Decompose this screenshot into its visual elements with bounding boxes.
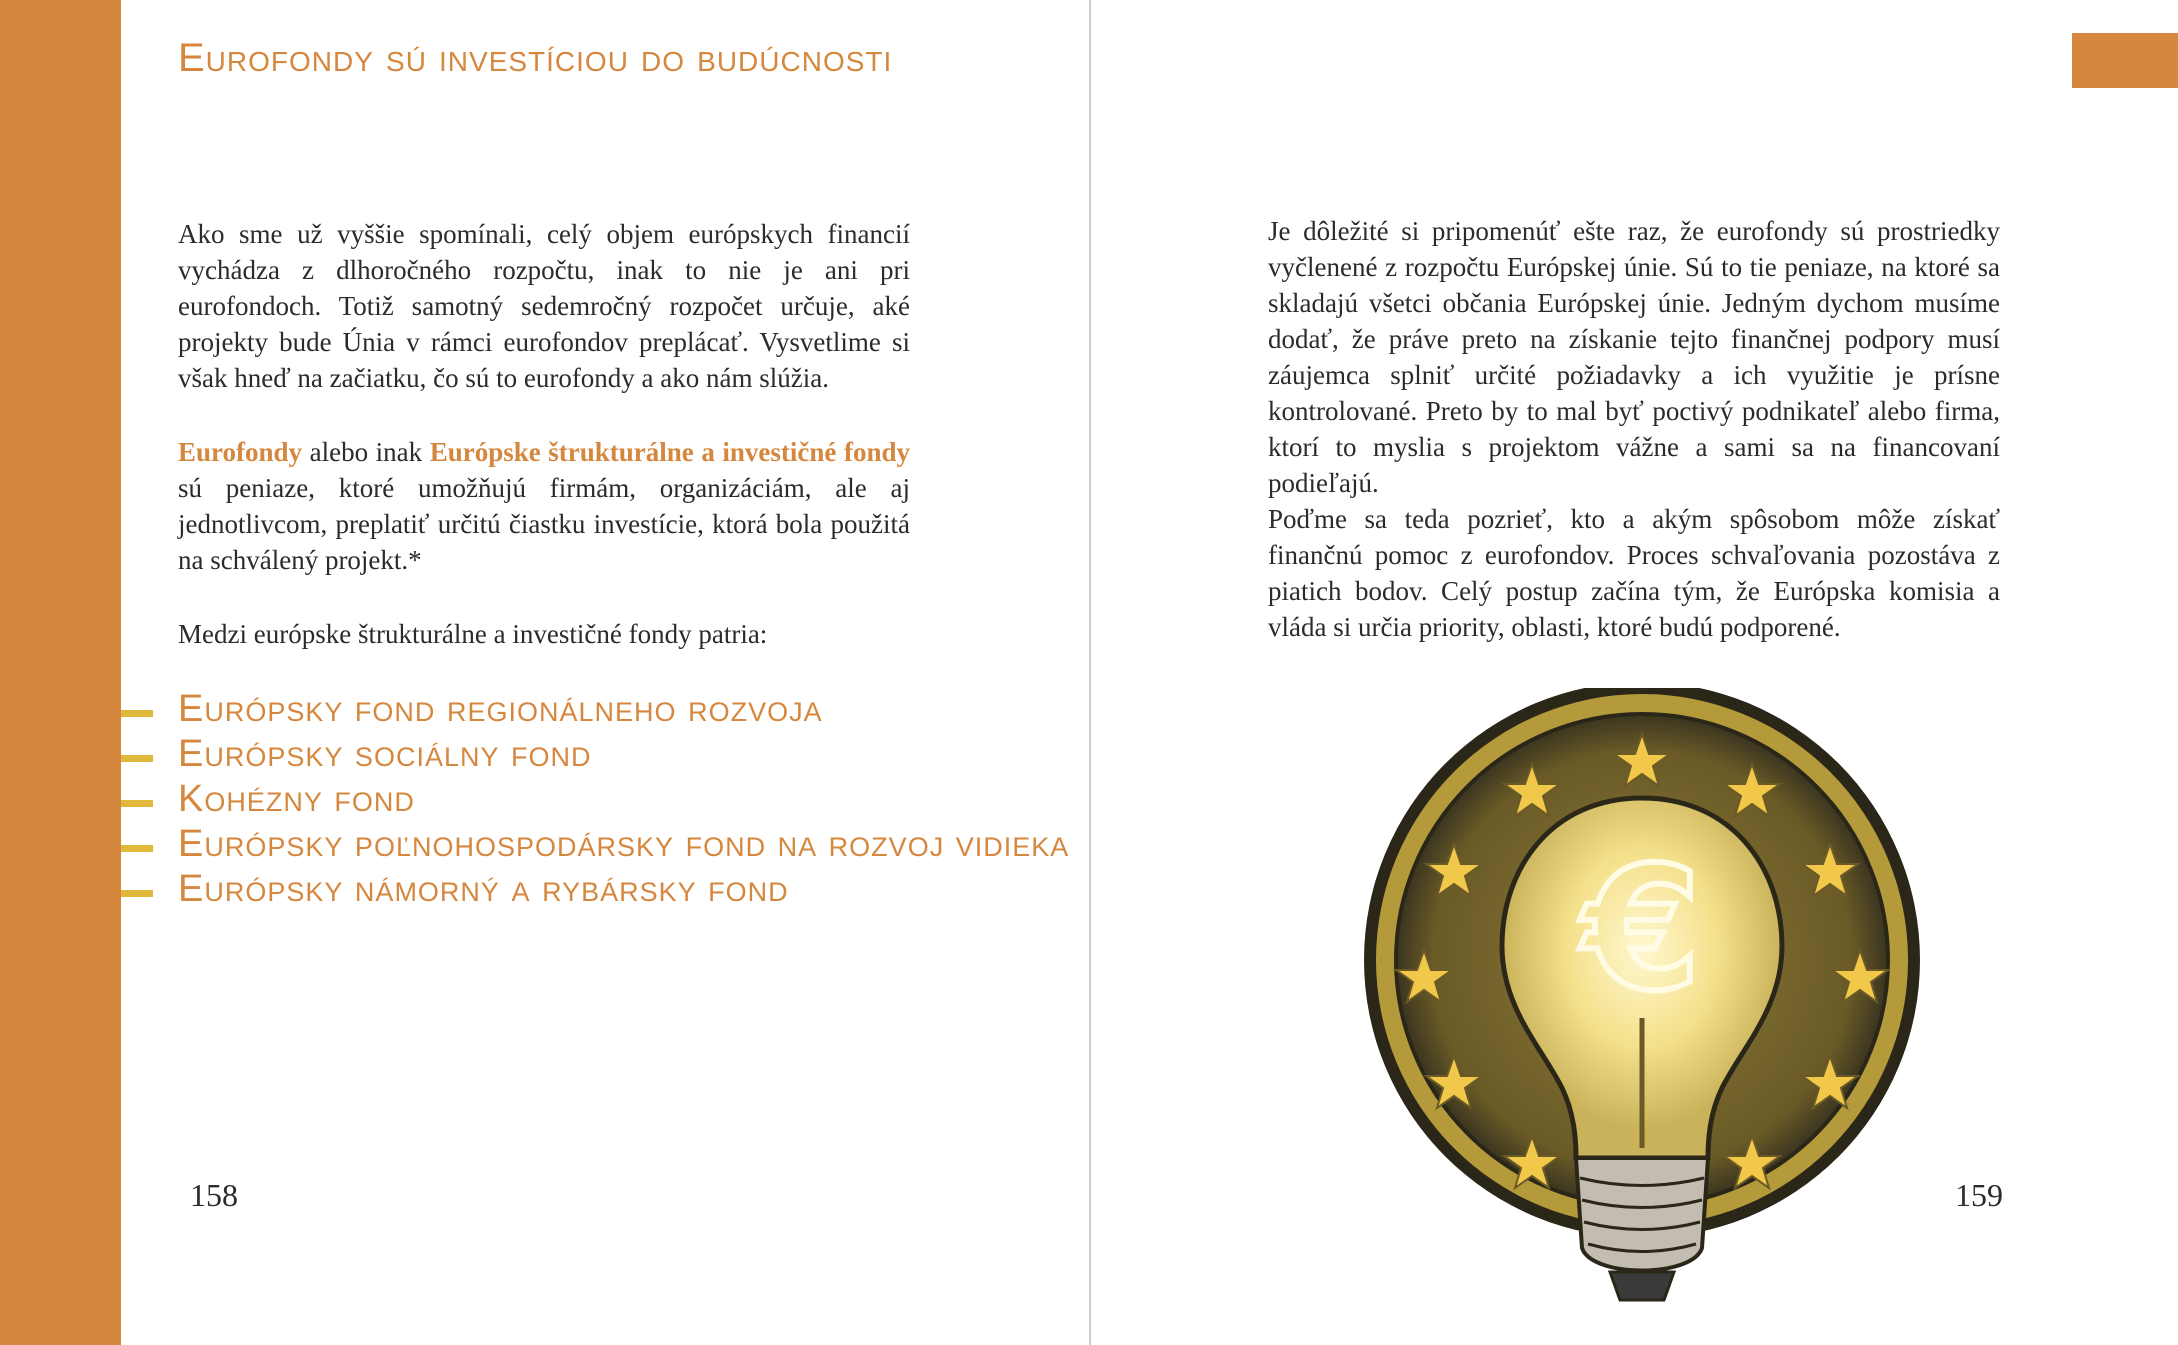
euro-lightbulb-svg bbox=[1352, 688, 1932, 1328]
left-paragraph-3: Medzi európske štrukturálne a investičné fondy patria: bbox=[178, 619, 768, 649]
bullet-dash bbox=[121, 890, 153, 897]
page-number-left: 158 bbox=[190, 1177, 238, 1213]
right-accent-tab bbox=[2072, 33, 2178, 88]
euro-lightbulb-illustration bbox=[1352, 688, 1932, 1328]
page-title: Eurofondy sú investíciou do budúcnosti bbox=[178, 36, 893, 80]
bullet-dash bbox=[121, 800, 153, 807]
page-gutter bbox=[1089, 0, 1091, 1345]
list-item bbox=[0, 688, 1000, 733]
bullet-dash bbox=[121, 755, 153, 762]
bullet-dash bbox=[121, 710, 153, 717]
list-item bbox=[0, 778, 1000, 823]
list-item bbox=[0, 733, 1000, 778]
right-paragraph-1: Je dôležité si pripomenúť ešte raz, že eurofondy sú prostriedky vyčlenené z rozpočtu Európskej únie. Sú to tie peniaze, na ktoré sa skladajú všetci občania Európskej únie. Jedným dychom musíme dodať, že práve preto na získanie tejto finančnej podpory musí záujemca splniť určité požiadavky a ich využitie je prísne kontrolované. Preto by to mal byť poctivý podnikateľ alebo firma, ktorí to myslia s projektom vážne a sami sa na financovaní podieľajú. bbox=[1268, 216, 2000, 498]
right-paragraph-2: Poďme sa teda pozrieť, kto a akým spôsobom môže získať finančnú pomoc z eurofondov. Proces schvaľovania pozostáva z piatich bodov. Celý postup začína tým, že Európska komisia a vláda si určia priority, oblasti, ktoré budú podporené. bbox=[1268, 504, 2000, 642]
fund-label: Kohézny fond bbox=[178, 778, 415, 820]
page-number-right: 159 bbox=[1955, 1177, 2003, 1213]
left-paragraph-1: Ako sme už vyššie spomínali, celý objem európskych financií vychádza z dlhoročného rozpočtu, inak to nie je ani pri eurofondoch. Totiž samotný sedemročný rozpočet určuje, aké projekty bude Únia v rámci eurofondov preplácať. Vysvetlime si však hneď na začiatku, čo sú to eurofondy a ako nám slúžia. bbox=[178, 219, 910, 393]
fund-label: Európsky poľnohospodársky fond na rozvoj vidieka bbox=[178, 823, 1070, 865]
para2-connector: alebo inak bbox=[302, 437, 430, 467]
fund-label: Európsky fond regionálneho rozvoja bbox=[178, 688, 823, 730]
term-eurofondy: Eurofondy bbox=[178, 437, 303, 467]
para2-rest: sú peniaze, ktoré umožňujú firmám, organizáciám, ale aj jednotlivcom, preplatiť určitú čiastku investície, ktorá bola použitá na schválený projekt.* bbox=[178, 473, 910, 575]
term-esif: Európske štrukturálne a investičné fondy bbox=[429, 437, 910, 467]
left-accent-sidebar bbox=[0, 0, 121, 1345]
euro-symbol-icon: € bbox=[1582, 831, 1702, 1029]
bullet-dash bbox=[121, 845, 153, 852]
list-item bbox=[0, 823, 1070, 868]
fund-label: Európsky námorný a rybársky fond bbox=[178, 868, 789, 910]
list-item bbox=[0, 868, 1000, 913]
lightbulb-base bbox=[1576, 1158, 1708, 1271]
lightbulb-tip bbox=[1610, 1272, 1674, 1300]
left-paragraph-2 bbox=[178, 434, 910, 578]
fund-list bbox=[0, 688, 1070, 913]
fund-label: Európsky sociálny fond bbox=[178, 733, 592, 775]
